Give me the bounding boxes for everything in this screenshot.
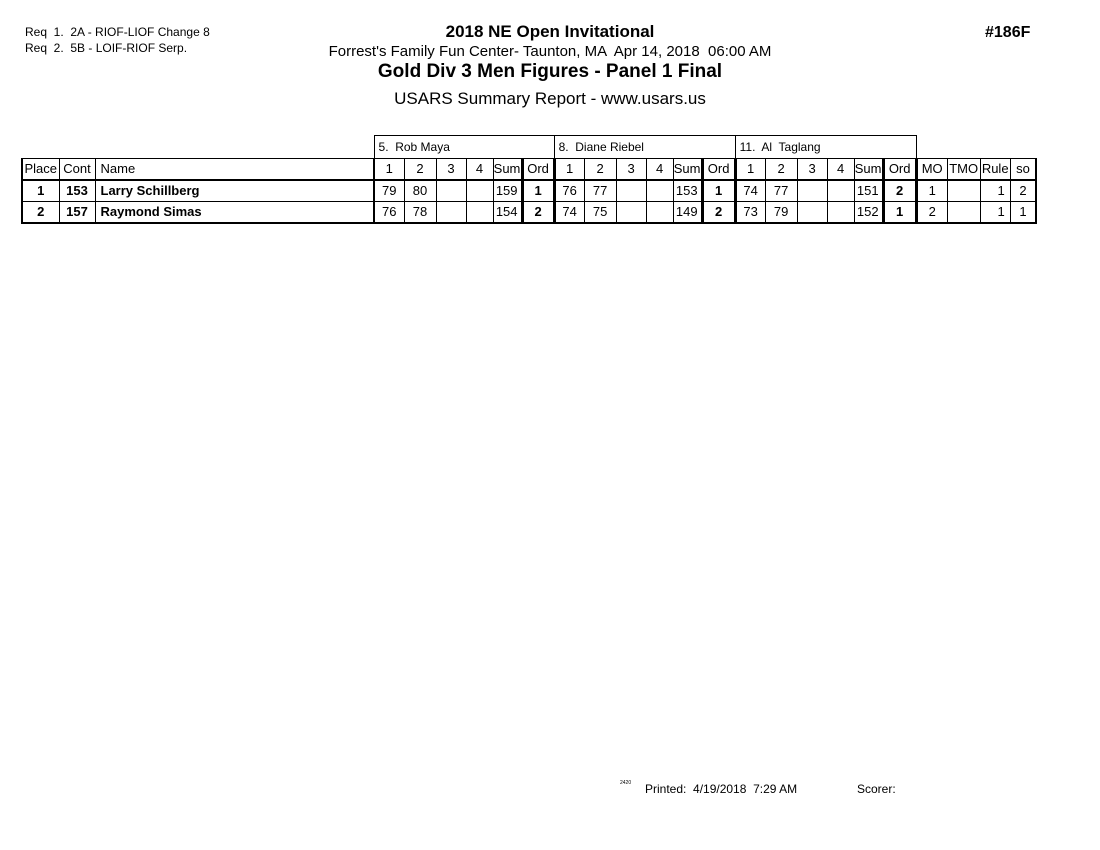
ord-cell: 2 [522,202,554,224]
sum-cell: 159 [493,180,522,202]
header-j2-ord: Ord [702,159,735,181]
event-title: Gold Div 3 Men Figures - Panel 1 Final [377,61,723,82]
score-cell: 75 [584,202,616,224]
sum-cell: 152 [854,202,883,224]
score-cell: 74 [735,180,765,202]
score-cell: 73 [735,202,765,224]
results-table [21,135,1037,224]
judge-3-name: 11. Al Taglang [735,136,916,159]
mo-cell: 2 [916,202,947,224]
place-cell: 2 [22,202,59,224]
header-j1-ord: Ord [522,159,554,181]
score-cell [797,180,827,202]
sum-cell: 154 [493,202,522,224]
header-j1-sum: Sum [493,159,522,181]
score-cell [797,202,827,224]
score-cell [827,202,854,224]
score-cell [646,202,673,224]
rule-cell: 1 [980,180,1010,202]
score-cell: 79 [765,202,797,224]
ord-cell: 2 [883,180,916,202]
mo-cell: 1 [916,180,947,202]
ord-cell: 1 [702,180,735,202]
header-j2-trial3: 3 [616,159,646,181]
sum-cell: 153 [673,180,702,202]
header-j2-sum: Sum [673,159,702,181]
score-cell [827,180,854,202]
print-footer [0,779,1100,799]
table-row [22,180,1036,202]
competition-title: 2018 NE Open Invitational [445,22,655,41]
tmo-cell [947,202,980,224]
footer-code: 2420 [620,780,632,786]
score-cell: 77 [765,180,797,202]
so-cell: 1 [1010,202,1036,224]
score-cell [646,180,673,202]
header-j2-trial4: 4 [646,159,673,181]
score-cell [616,180,646,202]
report-header [0,21,1100,109]
header-j1-trial3: 3 [436,159,466,181]
header-j3-sum: Sum [854,159,883,181]
header-mo: MO [916,159,947,181]
score-cell [616,202,646,224]
score-cell: 77 [584,180,616,202]
header-j1-trial4: 4 [466,159,493,181]
so-cell: 2 [1010,180,1036,202]
header-rule: Rule [980,159,1010,181]
header-so: so [1010,159,1036,181]
report-subtitle: USARS Summary Report - www.usars.us [394,89,706,108]
place-cell: 1 [22,180,59,202]
score-cell: 80 [404,180,436,202]
tmo-cell [947,180,980,202]
cont-cell: 157 [59,202,95,224]
req-line-1: Req 1. 2A - RIOF-LIOF Change 8 [25,25,210,39]
ord-cell: 2 [702,202,735,224]
scorer-label: Scorer: [857,782,896,796]
header-j3-trial4: 4 [827,159,854,181]
header-name: Name [95,159,374,181]
score-cell [466,180,493,202]
header-j3-trial1: 1 [735,159,765,181]
printed-timestamp: Printed: 4/19/2018 7:29 AM [645,782,798,796]
sum-cell: 149 [673,202,702,224]
score-cell [466,202,493,224]
table-row [22,202,1036,224]
ord-cell: 1 [883,202,916,224]
rule-cell: 1 [980,202,1010,224]
column-header-row [22,159,1036,181]
header-j2-trial2: 2 [584,159,616,181]
judge-header-row [22,136,1036,159]
judge-1-name: 5. Rob Maya [374,136,554,159]
event-number: #186F [985,24,1031,41]
spacer-cell [916,136,1036,159]
header-j1-trial2: 2 [404,159,436,181]
header-j3-trial2: 2 [765,159,797,181]
score-cell [436,180,466,202]
sum-cell: 151 [854,180,883,202]
score-cell [436,202,466,224]
score-cell: 78 [404,202,436,224]
header-tmo: TMO [947,159,980,181]
spacer-cell [22,136,374,159]
score-cell: 76 [374,202,404,224]
score-cell: 76 [554,180,584,202]
skater-name-cell: Larry Schillberg [95,180,374,202]
header-j1-trial1: 1 [374,159,404,181]
cont-cell: 153 [59,180,95,202]
header-place: Place [22,159,59,181]
header-cont: Cont [59,159,95,181]
skater-name-cell: Raymond Simas [95,202,374,224]
header-j3-ord: Ord [883,159,916,181]
venue-date-line: Forrest's Family Fun Center- Taunton, MA Apr 14, 2018 06:00 AM [328,43,772,60]
req-line-2: Req 2. 5B - LOIF-RIOF Serp. [25,41,188,55]
score-cell: 79 [374,180,404,202]
score-cell: 74 [554,202,584,224]
header-j2-trial1: 1 [554,159,584,181]
judge-2-name: 8. Diane Riebel [554,136,735,159]
ord-cell: 1 [522,180,554,202]
header-j3-trial3: 3 [797,159,827,181]
